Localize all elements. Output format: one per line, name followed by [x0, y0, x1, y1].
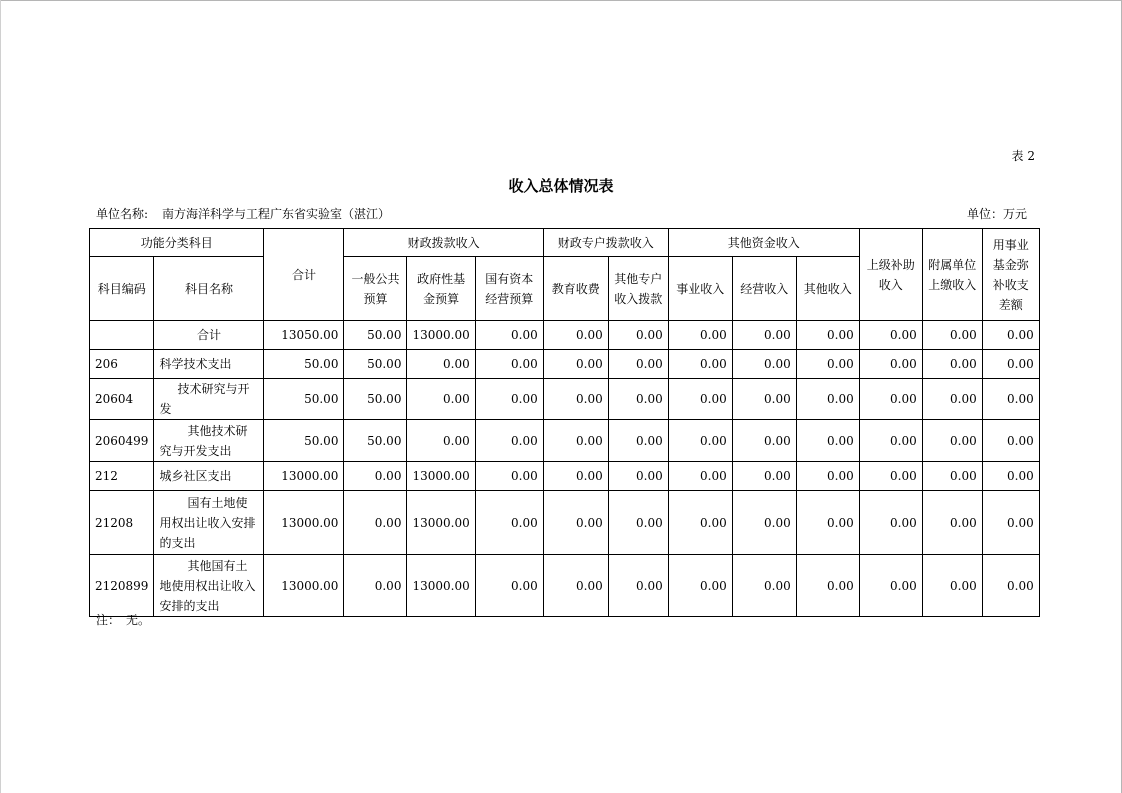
row-value: 0.00: [543, 462, 608, 491]
row-code: 206: [90, 350, 154, 379]
unit-name: 南方海洋科学与工程广东省实验室（湛江）: [162, 207, 391, 221]
header-state-capital: 国有资本经营预算: [475, 257, 543, 321]
table-row: [90, 491, 1040, 555]
row-value: 50.00: [344, 321, 407, 350]
row-code: 212: [90, 462, 154, 491]
header-fund-gap: 用事业基金弥补收支差额: [982, 229, 1039, 321]
row-value: 0.00: [668, 420, 732, 462]
header-name: 科目名称: [154, 257, 264, 321]
row-value: 0.00: [859, 379, 922, 420]
header-superior: 上级补助收入: [859, 229, 922, 321]
row-value: 0.00: [608, 462, 668, 491]
row-name: 城乡社区支出: [154, 462, 264, 491]
footnote: 注： 无。: [96, 613, 151, 627]
header-row-1: [90, 229, 1040, 257]
row-value: 0.00: [796, 555, 859, 617]
row-value: 0.00: [982, 379, 1039, 420]
row-value: 0.00: [608, 555, 668, 617]
row-value: 0.00: [475, 321, 543, 350]
row-value: 0.00: [668, 350, 732, 379]
row-total: 13050.00: [264, 321, 344, 350]
row-value: 0.00: [475, 420, 543, 462]
row-value: 0.00: [608, 379, 668, 420]
row-value: 0.00: [732, 491, 796, 555]
row-value: 0.00: [344, 491, 407, 555]
row-value: 0.00: [668, 379, 732, 420]
row-value: 0.00: [668, 555, 732, 617]
header-other-group: 其他资金收入: [668, 229, 859, 257]
unit-info: [96, 205, 390, 222]
row-total: 50.00: [264, 379, 344, 420]
table-row: [90, 379, 1040, 420]
page-title: 收入总体情况表: [508, 177, 614, 195]
row-code: [90, 321, 154, 350]
row-value: 0.00: [475, 350, 543, 379]
row-name: 其他国有土地使用权出让收入安排的支出: [154, 555, 264, 617]
table-number: 表 2: [1011, 149, 1035, 163]
row-value: 0.00: [859, 555, 922, 617]
row-total: 13000.00: [264, 462, 344, 491]
row-total: 13000.00: [264, 555, 344, 617]
row-value: 0.00: [344, 462, 407, 491]
row-value: 0.00: [732, 555, 796, 617]
row-value: 0.00: [859, 321, 922, 350]
row-name: 技术研究与开发: [154, 379, 264, 420]
header-operating: 经营收入: [732, 257, 796, 321]
currency-unit: 单位：万元: [966, 207, 1027, 221]
table-row: [90, 420, 1040, 462]
row-name: 其他技术研究与开发支出: [154, 420, 264, 462]
row-value: 0.00: [982, 420, 1039, 462]
row-value: 0.00: [796, 350, 859, 379]
row-value: 0.00: [796, 420, 859, 462]
row-value: 0.00: [732, 379, 796, 420]
row-value: 0.00: [732, 321, 796, 350]
header-other-special: 其他专户收入拨款: [608, 257, 668, 321]
table-row: [90, 350, 1040, 379]
header-other-income: 其他收入: [796, 257, 859, 321]
header-code: 科目编码: [90, 257, 154, 321]
row-name: 合计: [154, 321, 264, 350]
row-value: 13000.00: [407, 462, 475, 491]
row-name: 科学技术支出: [154, 350, 264, 379]
row-value: 13000.00: [407, 321, 475, 350]
row-value: 0.00: [475, 379, 543, 420]
row-value: 0.00: [982, 350, 1039, 379]
row-code: 2060499: [90, 420, 154, 462]
header-gov-fund: 政府性基金预算: [407, 257, 475, 321]
row-value: 0.00: [407, 379, 475, 420]
header-business: 事业收入: [668, 257, 732, 321]
row-value: 0.00: [796, 379, 859, 420]
row-value: 0.00: [982, 321, 1039, 350]
row-total: 50.00: [264, 350, 344, 379]
row-value: 0.00: [922, 379, 982, 420]
income-summary-table: [89, 228, 1040, 617]
row-value: 0.00: [982, 555, 1039, 617]
unit-label: 单位名称:: [96, 207, 149, 221]
row-value: 50.00: [344, 420, 407, 462]
row-value: 0.00: [475, 462, 543, 491]
row-value: 50.00: [344, 350, 407, 379]
row-value: 0.00: [608, 420, 668, 462]
row-value: 0.00: [732, 462, 796, 491]
row-value: 0.00: [608, 491, 668, 555]
row-value: 13000.00: [407, 491, 475, 555]
row-value: 13000.00: [407, 555, 475, 617]
row-value: 0.00: [859, 491, 922, 555]
row-value: 0.00: [859, 350, 922, 379]
row-value: 0.00: [796, 321, 859, 350]
row-value: 0.00: [608, 321, 668, 350]
row-value: 0.00: [543, 379, 608, 420]
header-affiliated: 附属单位上缴收入: [922, 229, 982, 321]
table-row: [90, 555, 1040, 617]
table-row: [90, 321, 1040, 350]
row-value: 0.00: [859, 462, 922, 491]
row-value: 50.00: [344, 379, 407, 420]
row-value: 0.00: [475, 555, 543, 617]
row-value: 0.00: [543, 321, 608, 350]
row-value: 0.00: [922, 555, 982, 617]
table-row: [90, 462, 1040, 491]
row-value: 0.00: [668, 491, 732, 555]
row-value: 0.00: [407, 350, 475, 379]
header-special-group: 财政专户拨款收入: [543, 229, 668, 257]
row-value: 0.00: [859, 420, 922, 462]
row-value: 0.00: [796, 462, 859, 491]
row-value: 0.00: [608, 350, 668, 379]
row-value: 0.00: [982, 462, 1039, 491]
row-value: 0.00: [543, 420, 608, 462]
row-value: 0.00: [668, 321, 732, 350]
header-general: 一般公共预算: [344, 257, 407, 321]
row-value: 0.00: [668, 462, 732, 491]
row-value: 0.00: [732, 350, 796, 379]
header-fiscal-group: 财政拨款收入: [344, 229, 543, 257]
row-value: 0.00: [922, 491, 982, 555]
row-code: 20604: [90, 379, 154, 420]
row-total: 50.00: [264, 420, 344, 462]
row-value: 0.00: [543, 350, 608, 379]
row-value: 0.00: [475, 491, 543, 555]
row-value: 0.00: [922, 321, 982, 350]
row-value: 0.00: [796, 491, 859, 555]
row-value: 0.00: [543, 491, 608, 555]
row-value: 0.00: [732, 420, 796, 462]
header-func-group: 功能分类科目: [90, 229, 264, 257]
row-value: 0.00: [922, 350, 982, 379]
row-code: 2120899: [90, 555, 154, 617]
header-education: 教育收费: [543, 257, 608, 321]
row-code: 21208: [90, 491, 154, 555]
header-total: 合计: [264, 229, 344, 321]
row-value: 0.00: [543, 555, 608, 617]
row-value: 0.00: [344, 555, 407, 617]
row-name: 国有土地使用权出让收入安排的支出: [154, 491, 264, 555]
row-value: 0.00: [407, 420, 475, 462]
row-value: 0.00: [982, 491, 1039, 555]
row-value: 0.00: [922, 462, 982, 491]
row-total: 13000.00: [264, 491, 344, 555]
row-value: 0.00: [922, 420, 982, 462]
